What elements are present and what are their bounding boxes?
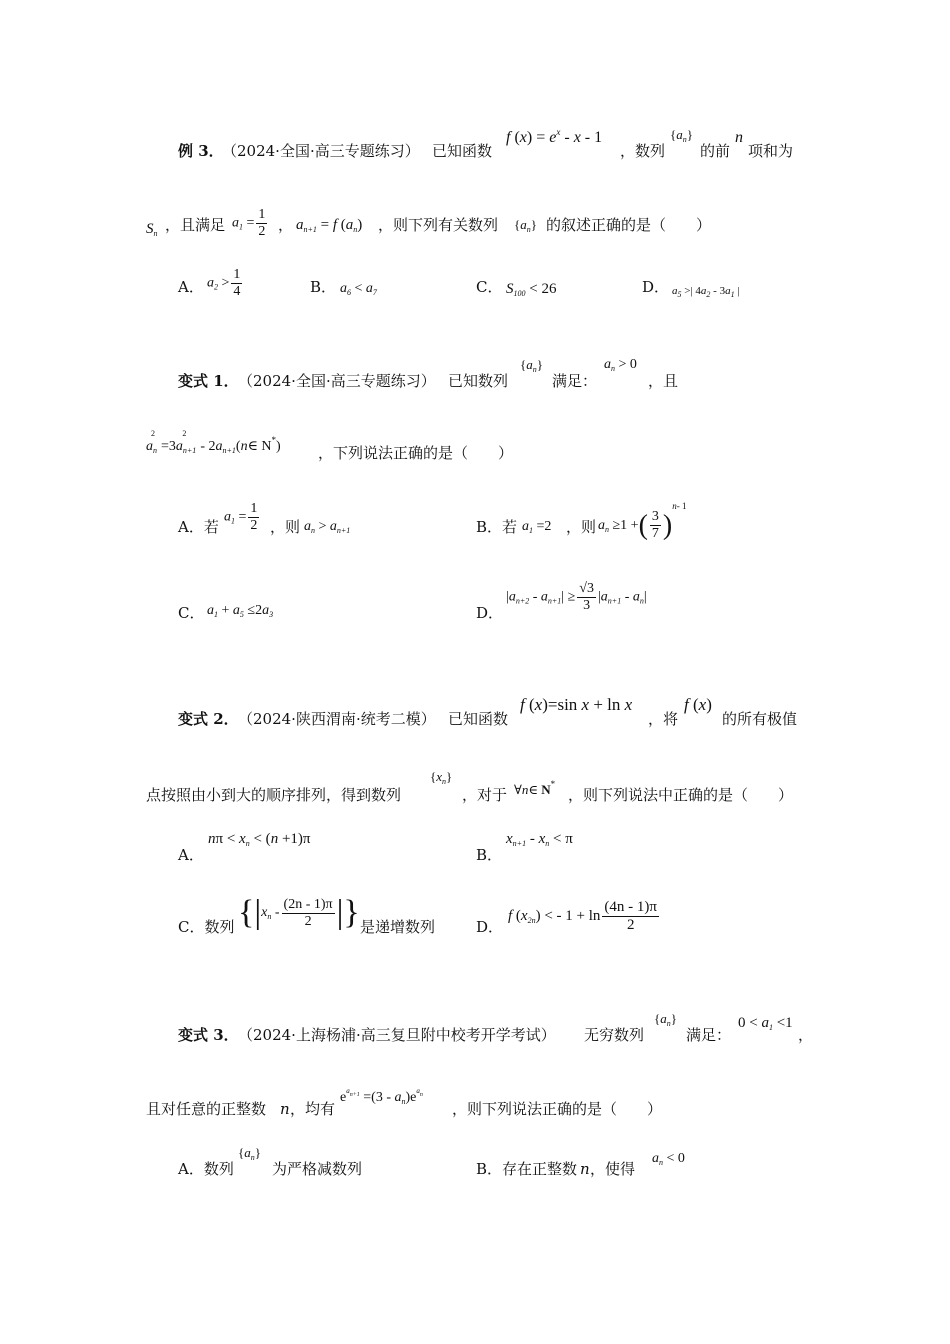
ex3-text: 已知函数: [432, 142, 493, 160]
ex3-function-formula: f $(x) = e^x - x - 1$: [506, 127, 603, 146]
var2-option-c[interactable]: C．数列: [178, 918, 235, 936]
ex3-option-a-formula: $a_2$ > $\frac{1}{4}$: [207, 267, 241, 299]
var2-option-c-formula: {$|x_n$ - $\frac{(2n - 1)\pi}{2}$ |}: [238, 894, 360, 931]
var1-recurrence-formula: $a_n^2=3a_{n+1}^2-$ $2a_{n+1}(n\in$ N*): [146, 429, 281, 455]
var1-positive-condition: $a_n > 0$: [604, 357, 637, 373]
var3-line2: [0, 1084, 950, 1144]
var2-sequence-symbol: $\{x_n\}$: [430, 769, 453, 786]
var2-function-symbol: f (x): [684, 695, 712, 714]
var2-option-c-text: 是递增数列: [360, 918, 436, 936]
ex3-text: ，数列: [620, 142, 666, 160]
ex3-text: ，: [278, 216, 294, 234]
var2-text: 已知函数: [448, 710, 509, 728]
var3-sequence-symbol: $\{a_n\}$: [654, 1011, 677, 1028]
var1-option-a-condition: $a_1$ = $\frac{1}{2}$: [224, 501, 258, 533]
var3-option-a[interactable]: A．数列: [178, 1160, 234, 1178]
var3-option-a-text: 为严格减数列: [272, 1160, 363, 1178]
var3-text: 满足：: [686, 1026, 732, 1044]
var2-text: ，将: [648, 710, 679, 728]
ex3-n-symbol: n: [735, 129, 743, 146]
var1-sequence-symbol: $\{a_n\}$: [520, 357, 543, 374]
var2-text: ，对于: [462, 786, 508, 804]
var2-text: 点按照由小到大的顺序排列，得到数列: [146, 786, 402, 804]
var2-text: ，则下列说法中正确的是（ ）: [568, 786, 794, 804]
var1-option-d-formula: $|a_{n+2} - a_{n+1}|$ ≥ $\frac{√3}{3}$ $|a_{n+1} - a_n|$: [506, 581, 647, 613]
var1-option-b-formula: $a_n \ge 1$ +( $\frac{3}{7}$ )$^{n- 1}$: [598, 501, 687, 542]
ex3-recurrence-formula: $a_{n+1} = f$ $(a_n)$: [296, 217, 363, 234]
var2-option-d-formula: f $(x_{2n})$ < - 1 + ln $\frac{(4n - 1)\pi}{2}$: [508, 899, 657, 933]
var2-option-b-formula: $x_{n+1} - x_n < \pi$: [506, 831, 573, 848]
var1-option-b-text: ，则: [566, 518, 597, 536]
var1-option-b-condition: $a_1 =2$: [522, 519, 552, 535]
var1-text: ，下列说法正确的是（ ）: [318, 444, 514, 462]
var3-text: ，均有: [290, 1100, 336, 1118]
var1-option-c-formula: $a_1 + a_5 \le 2a_3$: [207, 603, 274, 619]
var1-option-a-text: ，则: [270, 518, 301, 536]
ex3-text: 项和为: [748, 142, 794, 160]
var1-option-a-formula: $a_n > a_{n+1}$: [304, 519, 351, 535]
var3-option-a-sequence: $\{a_n\}$: [238, 1145, 261, 1162]
var1-option-d[interactable]: D．: [476, 604, 504, 622]
ex3-line1: [0, 128, 950, 188]
ex3-option-b[interactable]: B．: [310, 278, 337, 296]
ex3-label: 例 3．: [178, 142, 224, 160]
var2-forall-condition: ∀n∈ N*: [514, 779, 556, 797]
var1-text: ，且: [648, 372, 679, 390]
var3-option-b-formula: $a_n < 0$: [652, 1151, 685, 1167]
var1-options-cd: [0, 582, 950, 642]
var3-text: ，则下列说法正确的是（ ）: [452, 1100, 663, 1118]
var3-option-b[interactable]: B．存在正整数: [476, 1160, 578, 1178]
ex3-sequence-symbol: $\{a_n\}$: [670, 127, 693, 144]
ex3-text: ，且满足: [165, 216, 226, 234]
var2-option-b[interactable]: B．: [476, 846, 503, 864]
var2-text: 的所有极值: [722, 710, 798, 728]
var2-option-a[interactable]: A．: [178, 846, 204, 864]
ex3-option-d[interactable]: D．: [642, 278, 670, 296]
var1-text: 满足：: [552, 372, 598, 390]
var2-option-d[interactable]: D．: [476, 918, 504, 936]
var2-line1: [0, 696, 950, 756]
ex3-text: ，则下列有关数列: [378, 216, 499, 234]
ex3-text: 的叙述正确的是（ ）: [546, 216, 712, 234]
var3-text: 无穷数列: [584, 1026, 645, 1044]
var3-options-ab: [0, 1144, 950, 1204]
ex3-options: [0, 262, 950, 322]
var1-line1: [0, 358, 950, 418]
var2-line2: [0, 770, 950, 830]
var1-options-ab: [0, 500, 950, 560]
var3-recurrence-formula: $e^{an+1} =(3 - a_n)e^{an}$: [340, 1087, 423, 1106]
var3-n-symbol: n: [280, 1100, 290, 1118]
var3-label: 变式 3．: [178, 1026, 239, 1044]
var1-line2: [0, 430, 950, 490]
var1-label: 变式 1．: [178, 372, 239, 390]
ex3-option-c[interactable]: C．: [476, 278, 503, 296]
var1-option-c[interactable]: C．: [178, 604, 205, 622]
var1-text: 已知数列: [448, 372, 509, 390]
var3-option-b-text: ，使得: [590, 1160, 636, 1178]
ex3-sequence-symbol: $\{a_n\}$: [514, 217, 537, 234]
var1-option-a[interactable]: A．若: [178, 518, 219, 536]
var3-text: ，: [798, 1026, 814, 1044]
var1-option-b[interactable]: B．若: [476, 518, 518, 536]
ex3-option-c-formula: $S_{100} < 26$: [506, 281, 557, 298]
var2-options-ab: [0, 830, 950, 890]
ex3-source: （2024·全国·高三专题练习）: [222, 142, 420, 160]
var3-source: （2024·上海杨浦·高三复旦附中校考开学考试）: [238, 1026, 556, 1044]
ex3-text: 的前: [700, 142, 731, 160]
var3-option-b-n: n: [580, 1160, 590, 1178]
ex3-option-b-formula: $a_6 < a_7$: [340, 281, 377, 297]
var2-option-a-formula: $n\pi < x_n < (n +1)\pi$: [208, 831, 311, 848]
var3-text: 且对任意的正整数: [146, 1100, 267, 1118]
var2-source: （2024·陕西渭南·统考二模）: [238, 710, 436, 728]
ex3-option-a[interactable]: A．: [178, 278, 204, 296]
ex3-sn-symbol: $S_n$: [146, 221, 158, 238]
ex3-a1-formula: $a_1$ = $\frac{1}{2}$: [232, 207, 266, 239]
var2-function-formula: f (x)=sin x + ln x: [520, 695, 633, 714]
ex3-line2: [0, 200, 950, 260]
var3-initial-condition: $0 < a_1 <1$: [738, 1015, 793, 1032]
var1-source: （2024·全国·高三专题练习）: [238, 372, 436, 390]
var2-options-cd: [0, 896, 950, 956]
var2-label: 变式 2．: [178, 710, 239, 728]
var3-line1: [0, 1012, 950, 1072]
ex3-option-d-formula: $a_5$ >| $4a_2 - 3a_1$ |: [672, 285, 740, 299]
